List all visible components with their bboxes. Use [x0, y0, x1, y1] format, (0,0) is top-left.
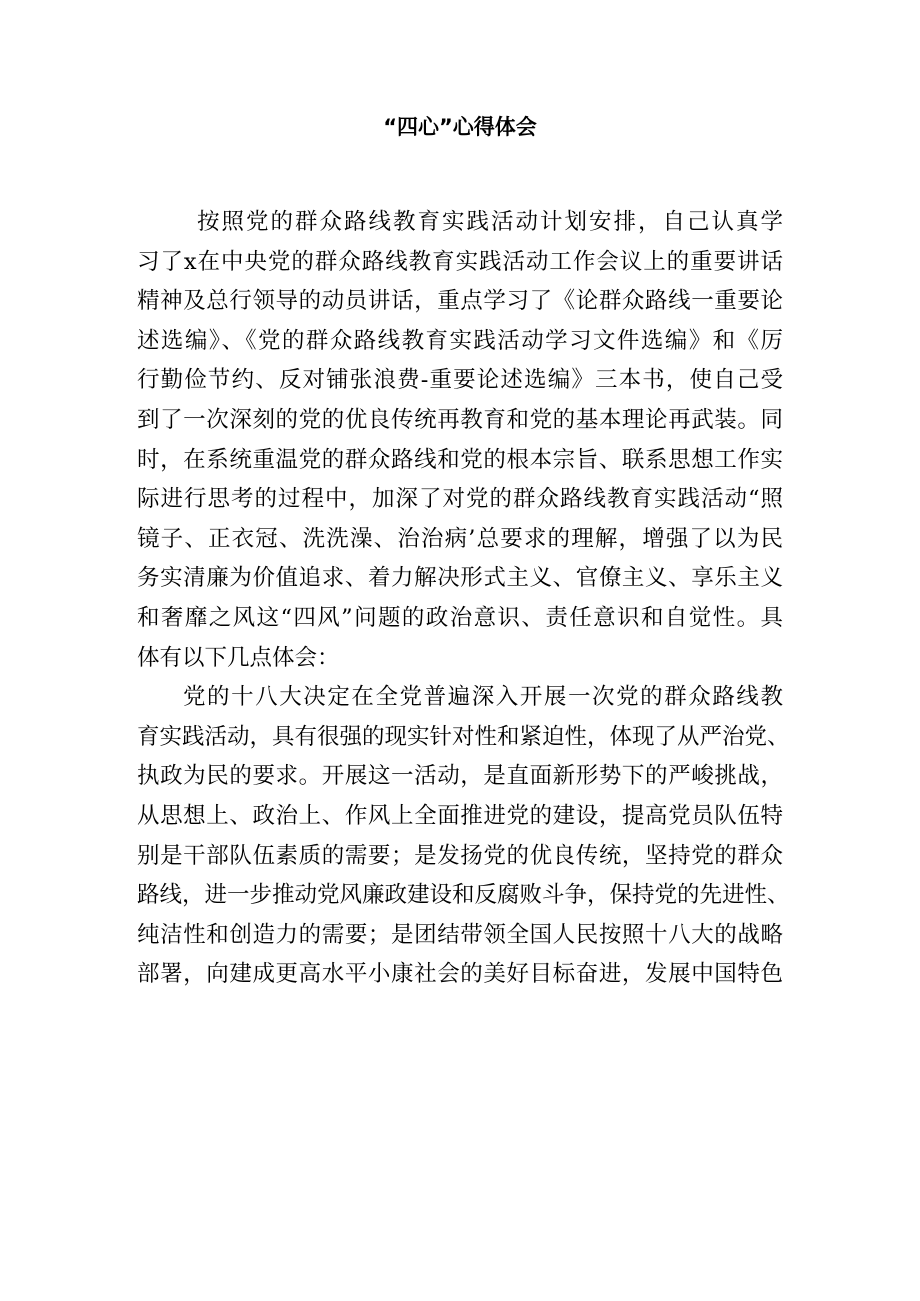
- text-line: 育实践活动，具有很强的现实针对性和紧迫性，体现了从严治党、: [137, 723, 790, 750]
- text-line: 和奢靡之风这“四风”问题的政治意识、责任意识和自觉性。具: [137, 604, 783, 631]
- paragraph-1: [137, 203, 783, 678]
- text-line: 纯洁性和创造力的需要；是团结带领全国人民按照十八大的战略: [137, 921, 783, 948]
- text-line: 体有以下几点体会：: [137, 644, 340, 671]
- text-line: 从思想上、政治上、作风上全面推进党的建设，提高党员队伍特: [137, 802, 783, 829]
- document-body: [137, 203, 790, 995]
- text-line: 路线，进一步推动党风廉政建设和反腐败斗争，保持党的先进性、: [137, 882, 790, 909]
- text-line: 别是干部队伍素质的需要；是发扬党的优良传统，坚持党的群众: [137, 842, 783, 869]
- text-line: 时，在系统重温党的群众路线和党的根本宗旨、联系思想工作实: [137, 446, 783, 473]
- text-line: 执政为民的要求。开展这一活动，是直面新形势下的严峻挑战，: [137, 763, 783, 790]
- text-line: 习了x在中央党的群众路线教育实践活动工作会议上的重要讲话: [137, 248, 783, 275]
- text-line: 党的十八大决定在全党普遍深入开展一次党的群众路线教: [183, 684, 783, 711]
- text-line: 述选编》、《党的群众路线教育实践活动学习文件选编》和《厉: [137, 327, 783, 354]
- text-line: 部署，向建成更高水平小康社会的美好目标奋进，发展中国特色: [137, 961, 783, 988]
- text-line: 际进行思考的过程中，加深了对党的群众路线教育实践活动“照: [137, 486, 783, 513]
- text-line: 行勤俭节约、反对铺张浪费-重要论述选编》三本书，使自己受: [137, 367, 783, 394]
- text-line: 按照党的群众路线教育实践活动计划安排，自己认真学: [197, 209, 783, 235]
- text-line: 镜子、正衣冠、洗洗澡、治治病’总要求的理解，增强了以为民: [137, 525, 783, 552]
- document-title: “四心”心得体会: [383, 115, 537, 139]
- text-line: 精神及总行领导的动员讲话，重点学习了《论群众路线一重要论: [137, 288, 783, 315]
- text-line: 到了一次深刻的党的优良传统再教育和党的基本理论再武装。同: [137, 406, 783, 433]
- paragraph-2: [137, 678, 790, 995]
- text-line: 务实清廉为价值追求、着力解决形式主义、官僚主义、享乐主义: [137, 565, 783, 592]
